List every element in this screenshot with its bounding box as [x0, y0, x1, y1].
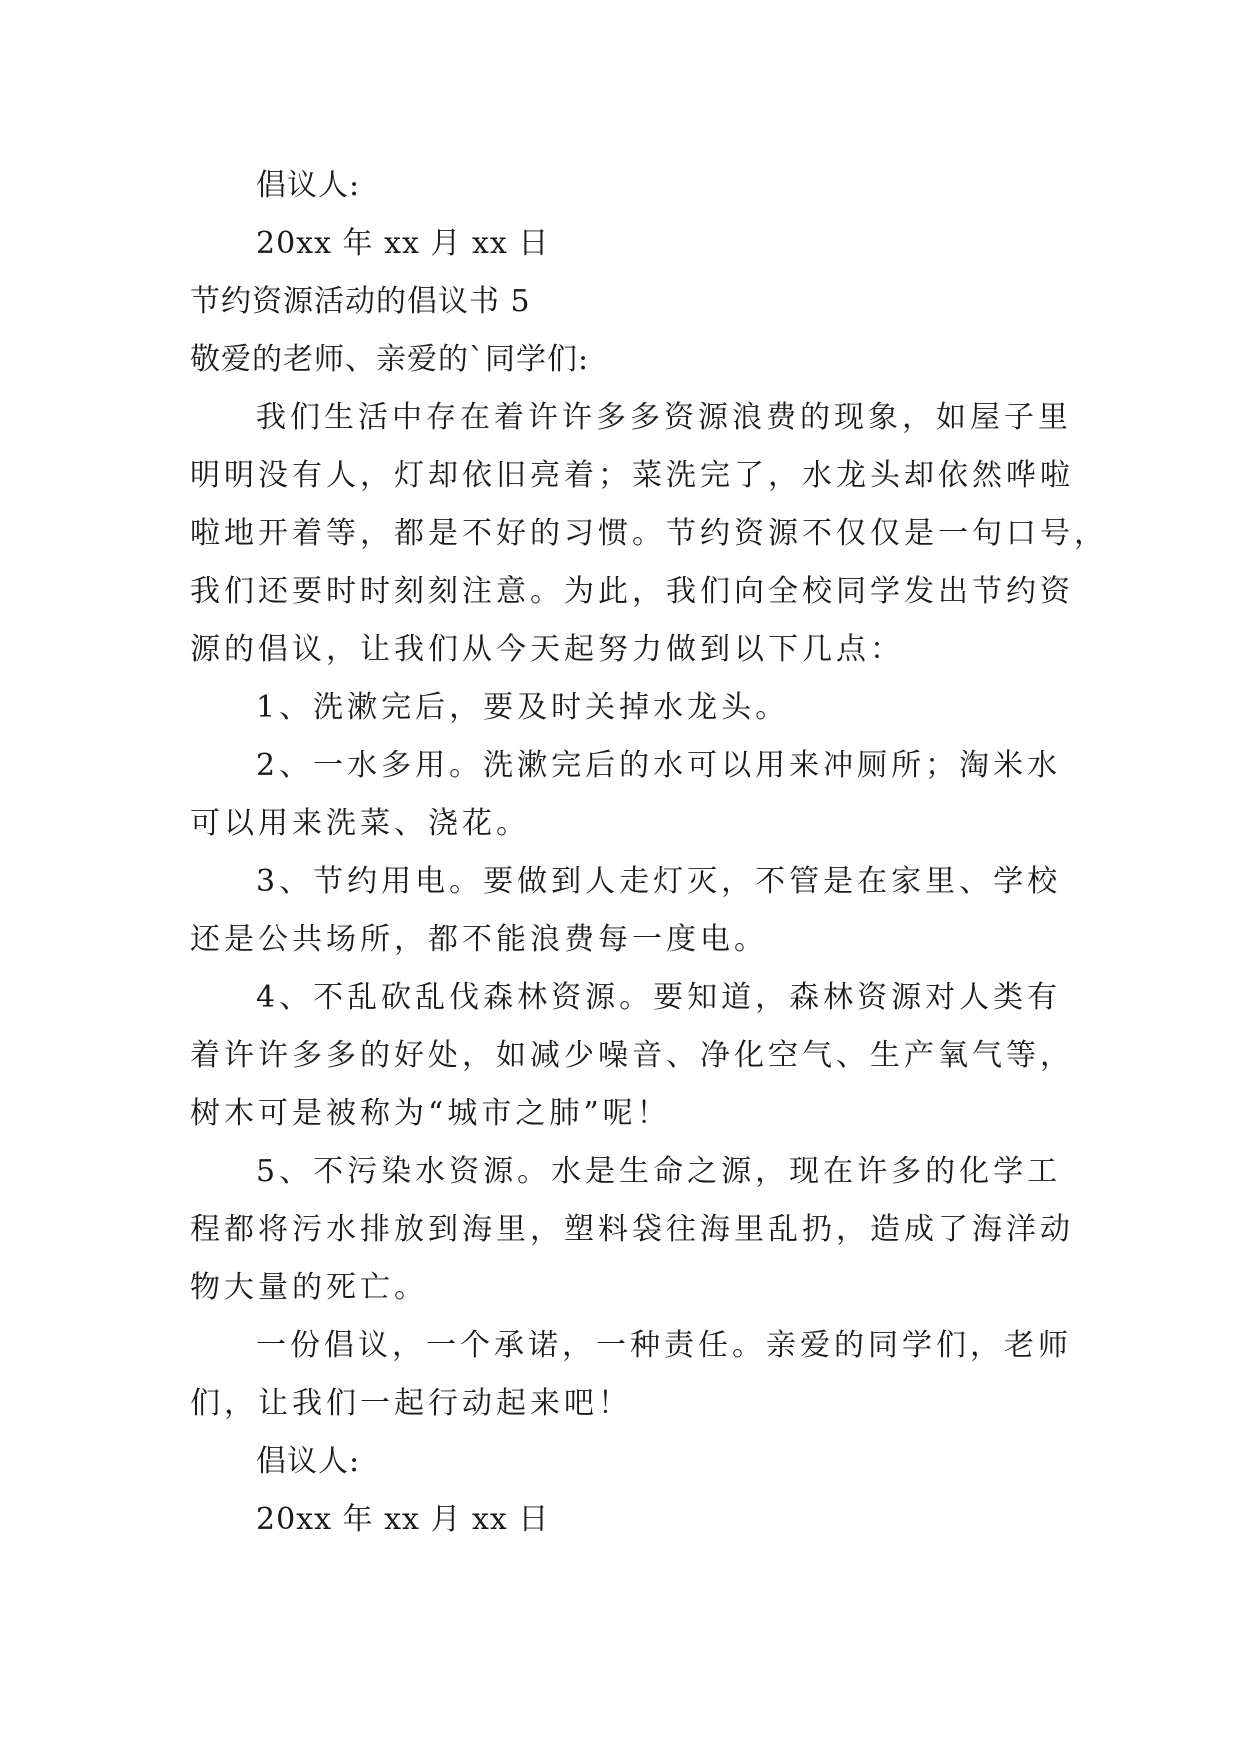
salutation: 敬爱的老师、亲爱的`同学们: — [190, 342, 590, 377]
list-item-5-cont: 程都将污水排放到海里，塑料袋往海里乱扔，造成了海洋动 — [190, 1212, 1074, 1247]
list-item-4: 4、不乱砍乱伐森林资源。要知道，森林资源对人类有 — [256, 980, 1062, 1015]
bottom-proposer-label: 倡议人: — [256, 1444, 361, 1479]
list-item-1: 1、洗漱完后，要及时关掉水龙头。 — [256, 690, 790, 725]
body-line: 源的倡议，让我们从今天起努力做到以下几点： — [190, 632, 904, 667]
list-item-2-cont: 可以用来洗菜、浇花。 — [190, 806, 530, 841]
list-item-4-cont: 树木可是被称为“城市之肺”呢！ — [190, 1096, 671, 1131]
body-line: 啦地开着等，都是不好的习惯。节约资源不仅仅是一句口号， — [190, 516, 1108, 551]
closing-paragraph-cont: 们，让我们一起行动起来吧！ — [190, 1386, 632, 1421]
closing-paragraph: 一份倡议，一个承诺，一种责任。亲爱的同学们，老师 — [256, 1328, 1072, 1363]
list-item-3-cont: 还是公共场所，都不能浪费每一度电。 — [190, 922, 768, 957]
list-item-3: 3、节约用电。要做到人走灯灭，不管是在家里、学校 — [256, 864, 1062, 899]
list-item-5-cont: 物大量的死亡。 — [190, 1270, 428, 1305]
list-item-5: 5、不污染水资源。水是生命之源，现在许多的化学工 — [256, 1154, 1062, 1189]
list-item-4-cont: 着许许多多的好处，如减少噪音、净化空气、生产氧气等， — [190, 1038, 1074, 1073]
bottom-date: 20xx 年 xx 月 xx 日 — [256, 1502, 550, 1537]
body-line: 我们还要时时刻刻注意。为此，我们向全校同学发出节约资 — [190, 574, 1074, 609]
body-line: 我们生活中存在着许许多多资源浪费的现象，如屋子里 — [256, 400, 1072, 435]
list-item-2: 2、一水多用。洗漱完后的水可以用来冲厕所；淘米水 — [256, 748, 1062, 783]
body-line: 明明没有人，灯却依旧亮着；菜洗完了，水龙头却依然哗啦 — [190, 458, 1074, 493]
top-date: 20xx 年 xx 月 xx 日 — [256, 226, 550, 261]
top-proposer-label: 倡议人: — [256, 168, 361, 203]
document-title: 节约资源活动的倡议书 5 — [190, 284, 531, 319]
